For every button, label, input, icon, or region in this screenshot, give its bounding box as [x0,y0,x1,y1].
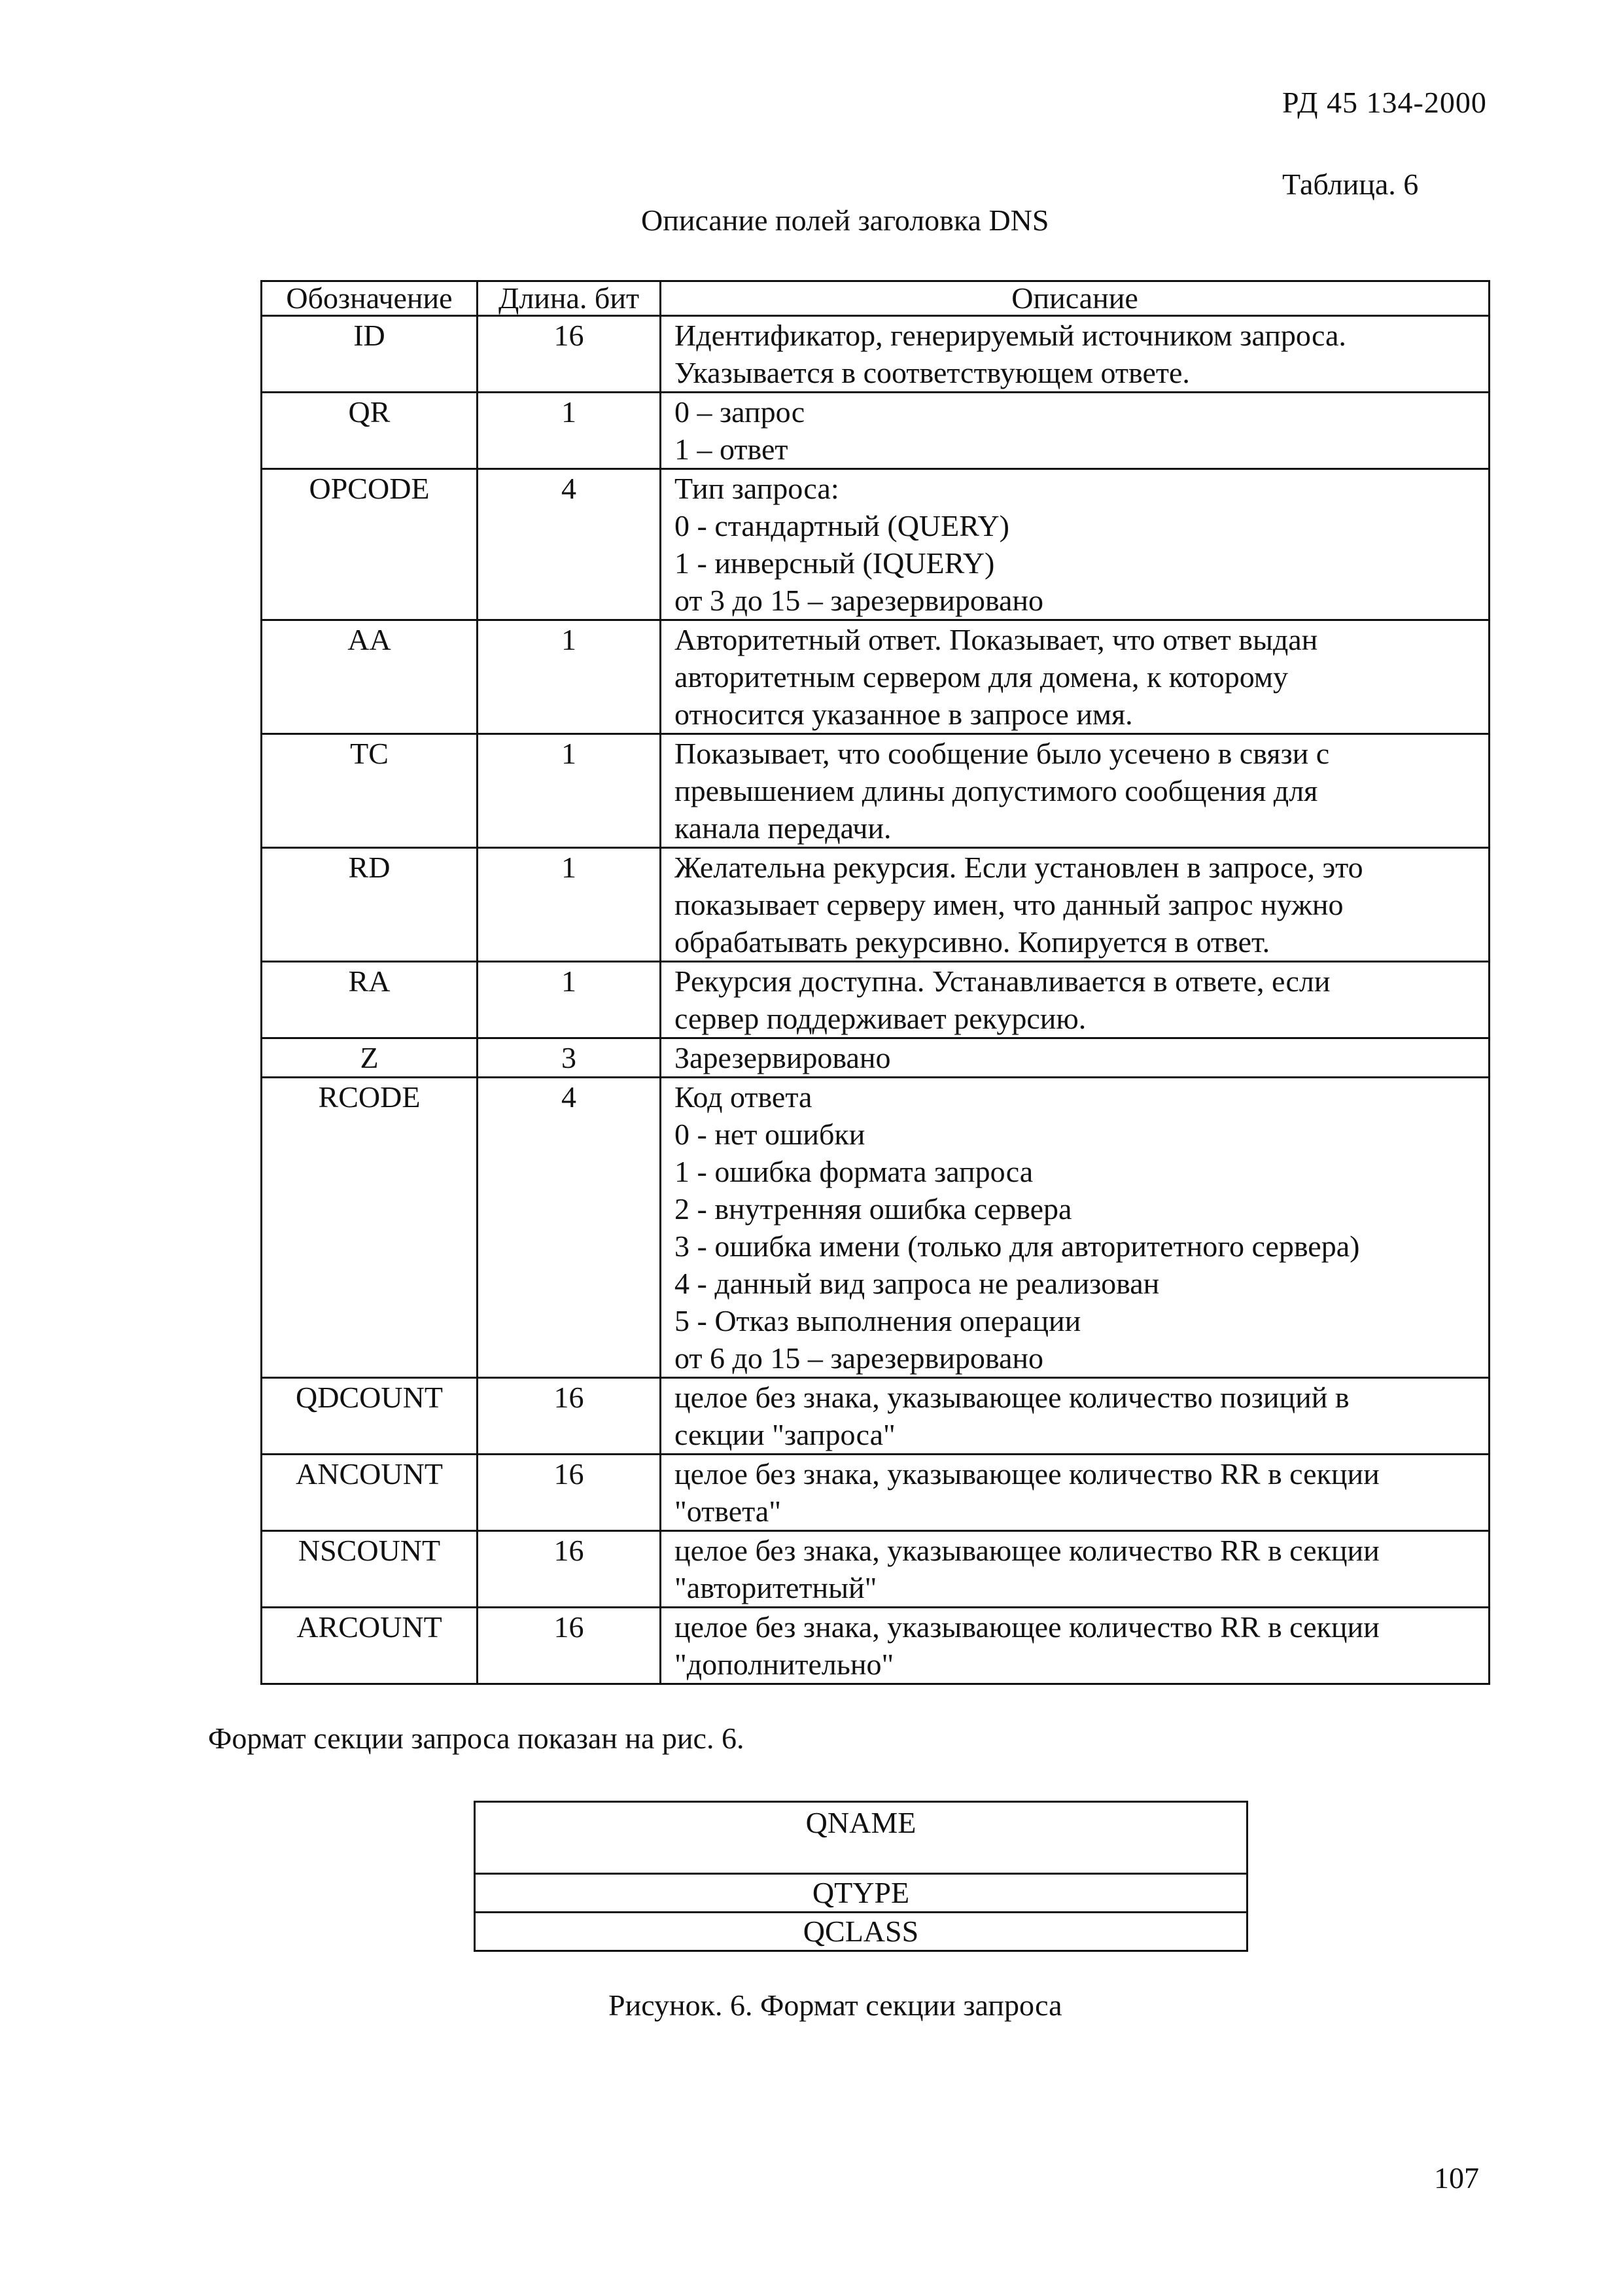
query-section-format-diagram [474,1801,1248,1952]
table-title: Описание полей заголовка DNS [641,203,1049,237]
field-bits: 16 [478,1531,661,1608]
table-row [262,469,1490,620]
dns-header-fields-table [260,280,1490,1685]
field-name: RCODE [262,1078,478,1378]
field-name: ARCOUNT [262,1608,478,1684]
field-description: целое без знака, указывающее количество RR в секции "дополнительно" [661,1608,1490,1684]
table-row [262,393,1490,469]
figure-caption: Рисунок. 6. Формат секции запроса [608,1988,1062,2022]
field-name: RA [262,962,478,1038]
query-field-qtype: QTYPE [475,1874,1248,1913]
field-description: Показывает, что сообщение было усечено в связи с превышением длины допустимого сообщения для канала передачи. [661,734,1490,848]
table-row [262,848,1490,962]
field-bits: 1 [478,620,661,734]
field-description: Рекурсия доступна. Устанавливается в ответе, если сервер поддерживает рекурсию. [661,962,1490,1038]
field-name: Z [262,1038,478,1078]
field-name: TC [262,734,478,848]
field-description: Тип запроса: 0 - стандартный (QUERY) 1 - инверсный (IQUERY) от 3 до 15 – зарезервировано [661,469,1490,620]
field-bits: 3 [478,1038,661,1078]
field-bits: 4 [478,469,661,620]
query-field-row [475,1802,1248,1874]
field-name: ID [262,316,478,393]
table-row [262,962,1490,1038]
field-description: 0 – запрос 1 – ответ [661,393,1490,469]
table-header-row [262,281,1490,316]
field-name: QR [262,393,478,469]
field-description: целое без знака, указывающее количество RR в секции "ответа" [661,1455,1490,1531]
table-row [262,1078,1490,1378]
field-bits: 4 [478,1078,661,1378]
table-row [262,1038,1490,1078]
table-row [262,734,1490,848]
query-field-qname: QNAME [475,1802,1248,1874]
field-description: Идентификатор, генерируемый источником запроса. Указывается в соответствующем ответе. [661,316,1490,393]
query-field-row [475,1913,1248,1951]
field-bits: 16 [478,1455,661,1531]
field-bits: 1 [478,962,661,1038]
table-row [262,316,1490,393]
field-name: QDCOUNT [262,1378,478,1455]
table-row [262,620,1490,734]
field-name: AA [262,620,478,734]
field-bits: 16 [478,1378,661,1455]
field-description: Авторитетный ответ. Показывает, что ответ выдан авторитетным сервером для домена, к которому относится указанное в запросе имя. [661,620,1490,734]
field-description: Желательна рекурсия. Если установлен в запросе, это показывает серверу имен, что данный запрос нужно обрабатывать рекурсивно. Копируется в ответ. [661,848,1490,962]
table-row [262,1455,1490,1531]
field-name: RD [262,848,478,962]
table-row [262,1378,1490,1455]
field-description: целое без знака, указывающее количество позиций в секции "запроса" [661,1378,1490,1455]
table-label: Таблица. 6 [1282,168,1419,201]
column-header-bits: Длина. бит [478,281,661,316]
field-bits: 16 [478,316,661,393]
column-header-name: Обозначение [262,281,478,316]
field-name: OPCODE [262,469,478,620]
field-description: Код ответа 0 - нет ошибки 1 - ошибка формата запроса 2 - внутренняя ошибка сервера 3 - ошибка имени (только для авторитетного сервера) 4 - данный вид запроса не реализован 5 - Отказ выполнения операции от 6 до 15 – зарезервировано [661,1078,1490,1378]
document-number: РД 45 134-2000 [1282,86,1487,119]
field-bits: 1 [478,848,661,962]
field-bits: 16 [478,1608,661,1684]
table-row [262,1531,1490,1608]
page-number: 107 [1434,2161,1479,2195]
field-bits: 1 [478,734,661,848]
field-name: NSCOUNT [262,1531,478,1608]
field-name: ANCOUNT [262,1455,478,1531]
field-bits: 1 [478,393,661,469]
field-description: Зарезервировано [661,1038,1490,1078]
table-row [262,1608,1490,1684]
query-field-row [475,1874,1248,1913]
column-header-description: Описание [661,281,1490,316]
field-description: целое без знака, указывающее количество RR в секции "авторитетный" [661,1531,1490,1608]
query-field-qclass: QCLASS [475,1913,1248,1951]
query-section-note: Формат секции запроса показан на рис. 6. [208,1722,744,1755]
